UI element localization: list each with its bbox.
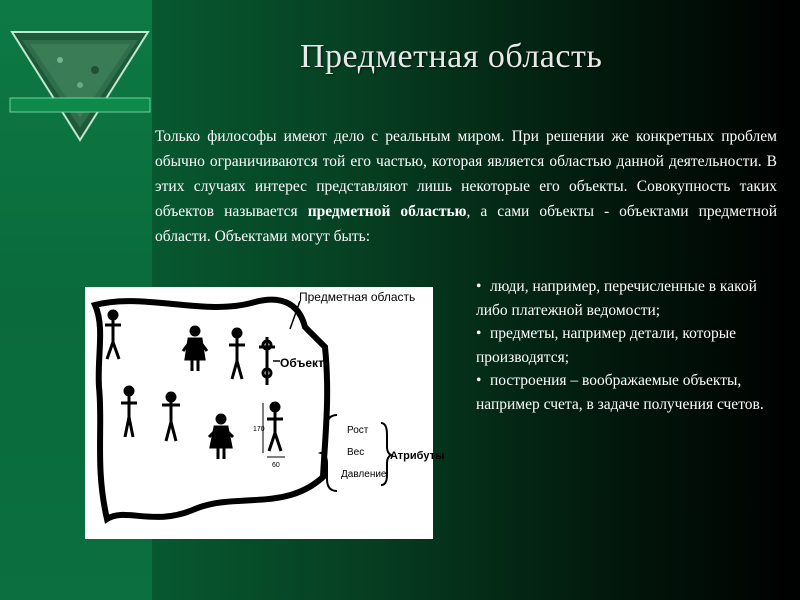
bullet-icon: • — [476, 325, 482, 342]
person-figure — [162, 393, 180, 441]
person-figure — [121, 387, 137, 437]
object-label: Объект — [280, 356, 324, 370]
measured-person-figure — [267, 403, 283, 451]
list-item-text: люди, например, перечисленные в какой либо платежной ведомости; — [476, 278, 757, 319]
paragraph-text-2: , а сами объекты - объектами предметной области. Объектами могут быть: — [155, 203, 778, 245]
paragraph-text-1: Только философы имеют дело с реальным миром. При решении же конкретных проблем обычно ограничиваются той его частью, которая является областью данной деятельности. В этих случаях интерес представляют лишь некоторые его объекты. Совокупность таких объектов называется — [155, 128, 777, 220]
attribute-item: Давление — [341, 469, 387, 480]
paragraph-bold-term: предметной областью — [307, 203, 467, 220]
attribute-item: Вес — [347, 447, 365, 458]
object-figure — [259, 337, 275, 385]
width-value: 60 — [272, 462, 280, 469]
list-item — [476, 275, 776, 322]
person-figure — [183, 327, 207, 371]
bullet-icon: • — [476, 372, 482, 389]
attribute-item: Рост — [347, 425, 369, 436]
list-item-text: предметы, например детали, которые производятся; — [476, 325, 737, 366]
area-label: Предметная область — [299, 290, 416, 304]
attributes-label: Атрибуты — [390, 450, 445, 462]
intro-paragraph — [155, 124, 777, 249]
objects-bullet-list — [476, 275, 776, 416]
subject-area-diagram — [85, 287, 445, 539]
height-value: 170 — [253, 426, 265, 433]
person-figure — [209, 415, 233, 459]
green-triangle-logo-icon — [10, 20, 150, 142]
list-item-text: построения – воображаемые объекты, например счета, в задаче получения счетов. — [476, 372, 764, 413]
slide-title: Предметная область — [300, 38, 603, 75]
list-item — [476, 369, 776, 416]
list-item — [476, 322, 776, 369]
person-figure — [229, 329, 245, 379]
bullet-icon: • — [476, 278, 482, 295]
diagram-drawing — [85, 287, 445, 539]
person-figure — [105, 311, 121, 359]
